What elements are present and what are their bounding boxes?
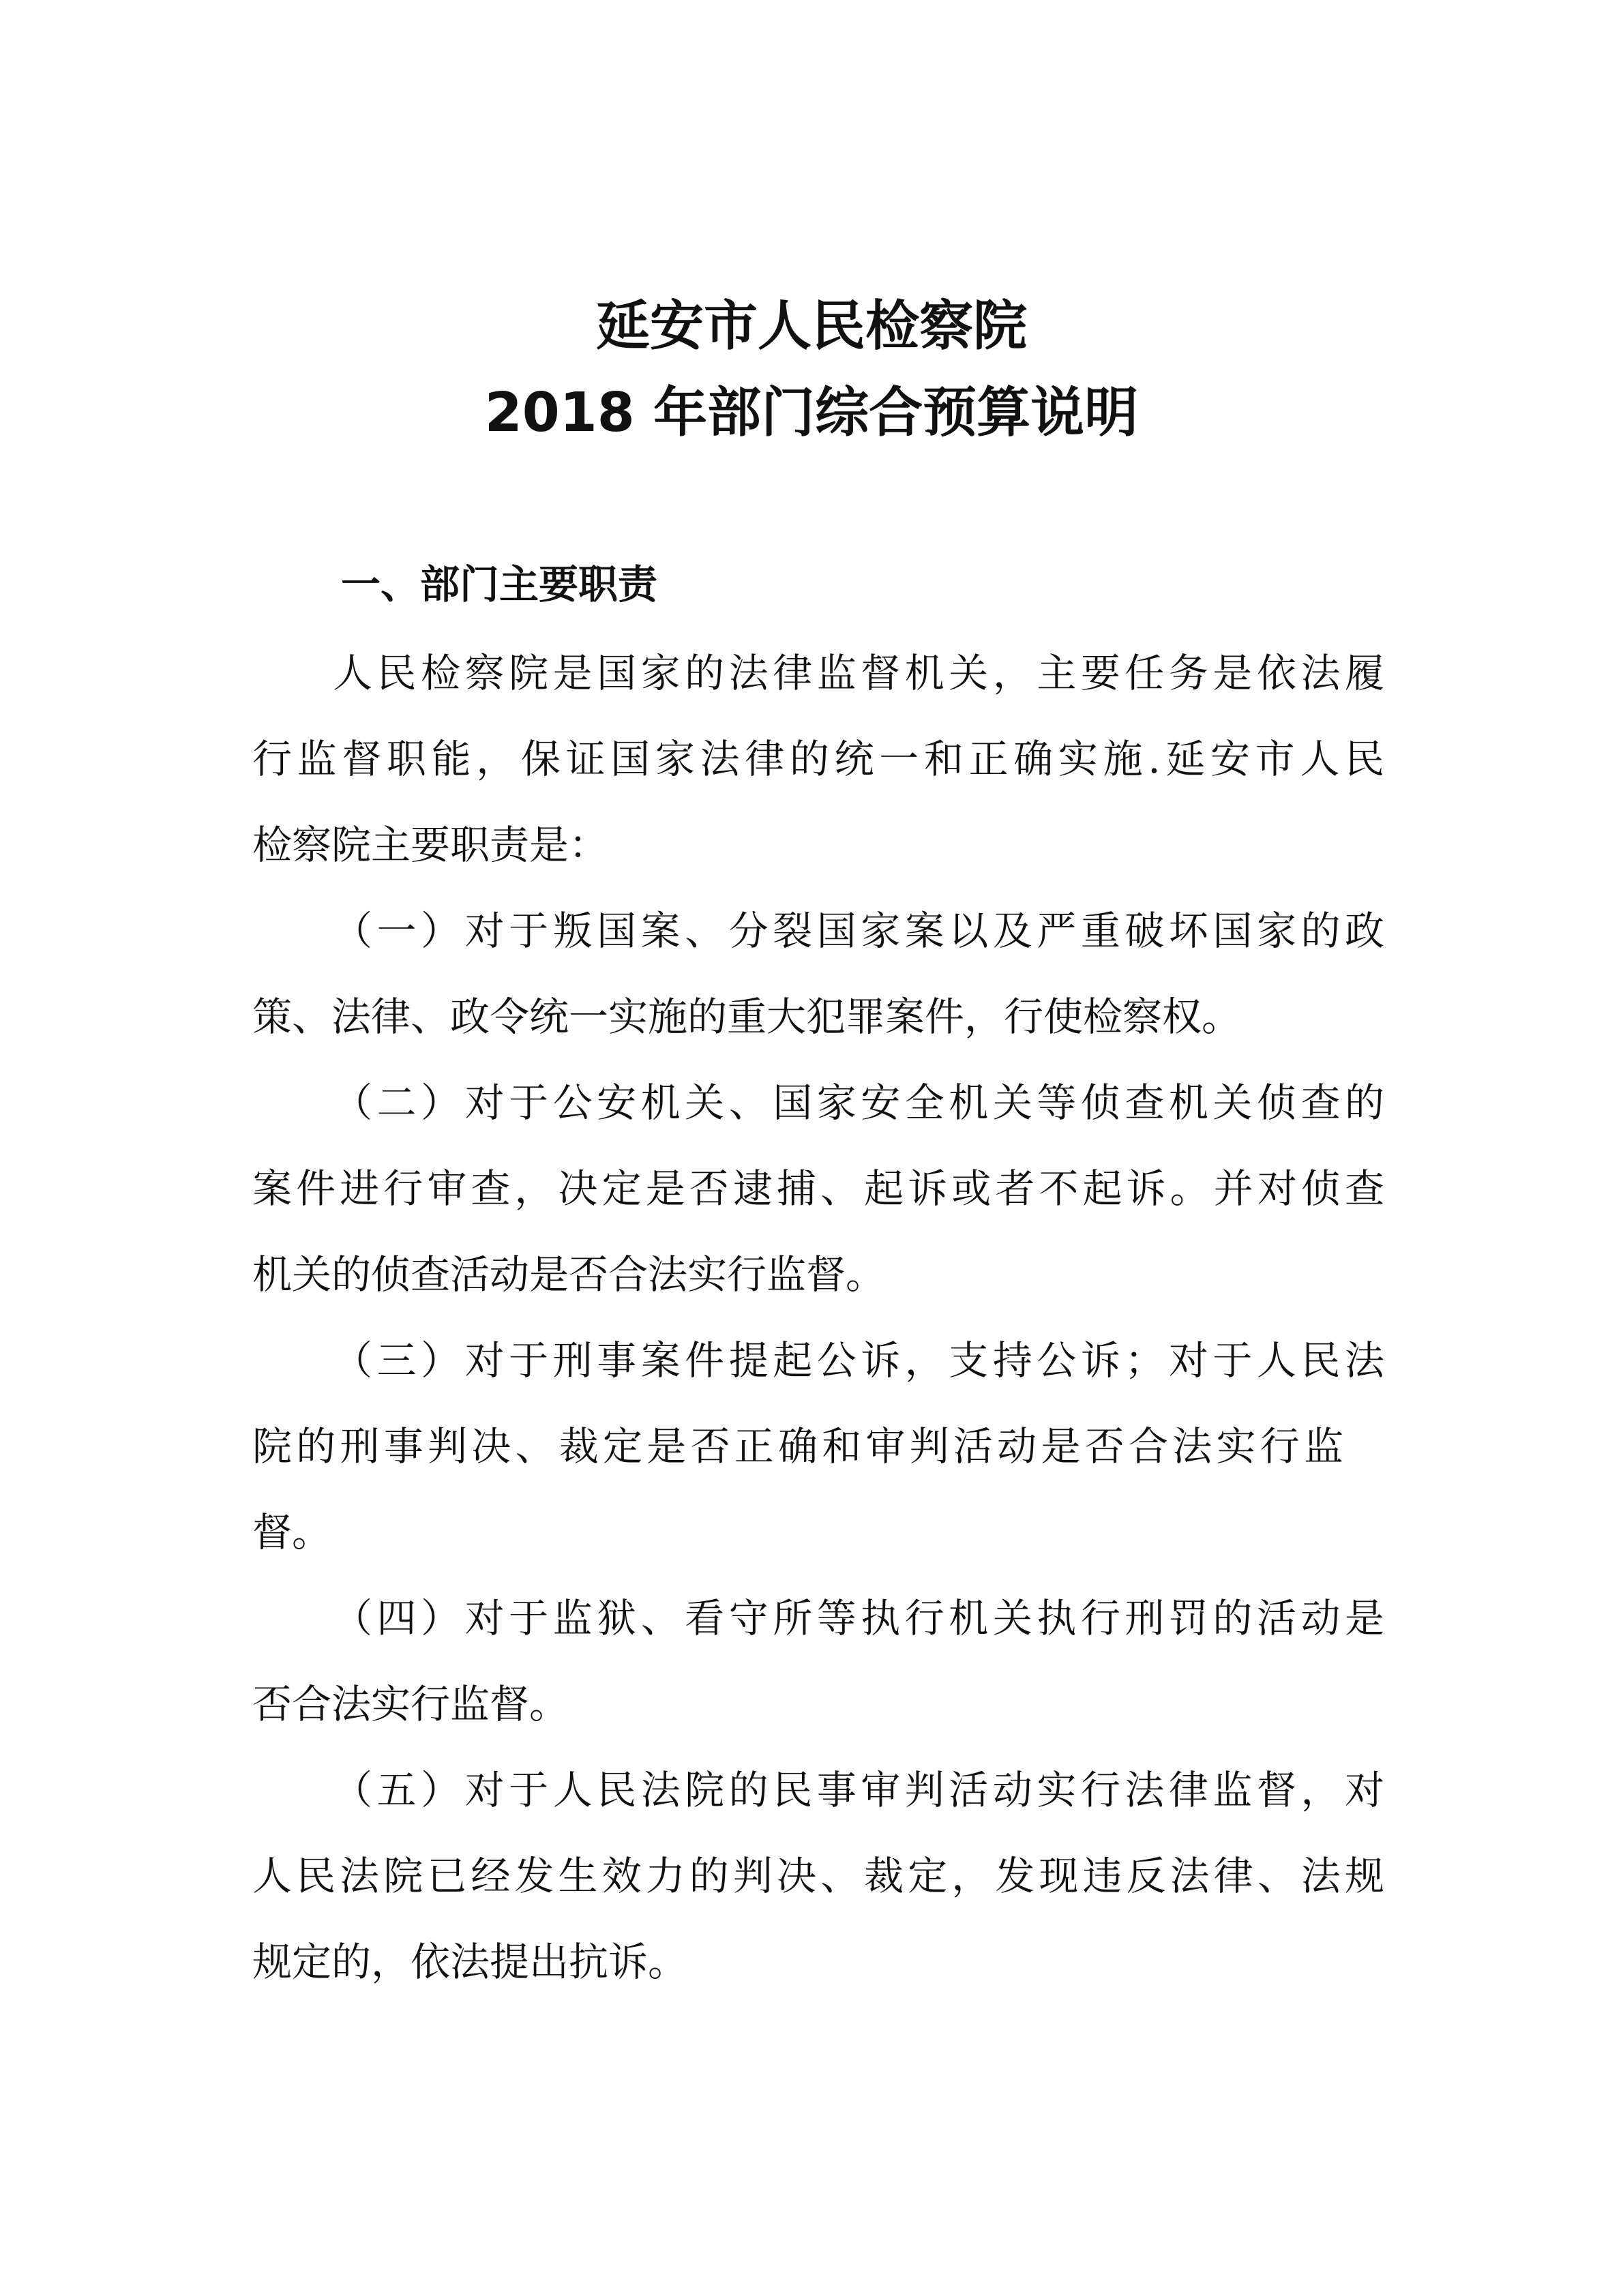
body-line: （一）对于叛国案、分裂国家案以及严重破坏国家的政: [333, 908, 1384, 954]
body-line: 规定的，依法提出抗诉。: [252, 1939, 688, 1985]
body-line: 检察院主要职责是：: [252, 822, 609, 868]
body-line: （四）对于监狱、看守所等执行机关执行刑罚的活动是: [333, 1595, 1384, 1641]
body-line: （五）对于人民法院的民事审判活动实行法律监督，对: [333, 1767, 1384, 1813]
body-line: 人民检察院是国家的法律监督机关，主要任务是依法履: [333, 650, 1384, 696]
body-line: 机关的侦查活动是否合法实行监督。: [252, 1251, 886, 1298]
body-line: （三）对于刑事案件提起公诉，支持公诉；对于人民法: [333, 1337, 1384, 1384]
document-title: 延安市人民检察院: [596, 295, 1027, 357]
body-line: 院的刑事判决、裁定是否正确和审判活动是否合法实行监: [252, 1423, 1343, 1470]
body-line: 行监督职能，保证国家法律的统一和正确实施.延安市人民: [252, 736, 1384, 782]
body-line: 否合法实行监督。: [252, 1681, 569, 1727]
body-line: 案件进行审查，决定是否逮捕、起诉或者不起诉。并对侦查: [252, 1165, 1384, 1212]
section-heading: 一、部门主要职责: [341, 561, 658, 608]
document-subtitle: 2018 年部门综合预算说明: [484, 381, 1139, 444]
body-line: 督。: [252, 1509, 332, 1555]
body-line: 人民法院已经发生效力的判决、裁定，发现违反法律、法规: [252, 1853, 1384, 1899]
body-line: （二）对于公安机关、国家安全机关等侦查机关侦查的: [333, 1079, 1384, 1126]
body-line: 策、法律、政令统一实施的重大犯罪案件，行使检察权。: [252, 994, 1242, 1040]
